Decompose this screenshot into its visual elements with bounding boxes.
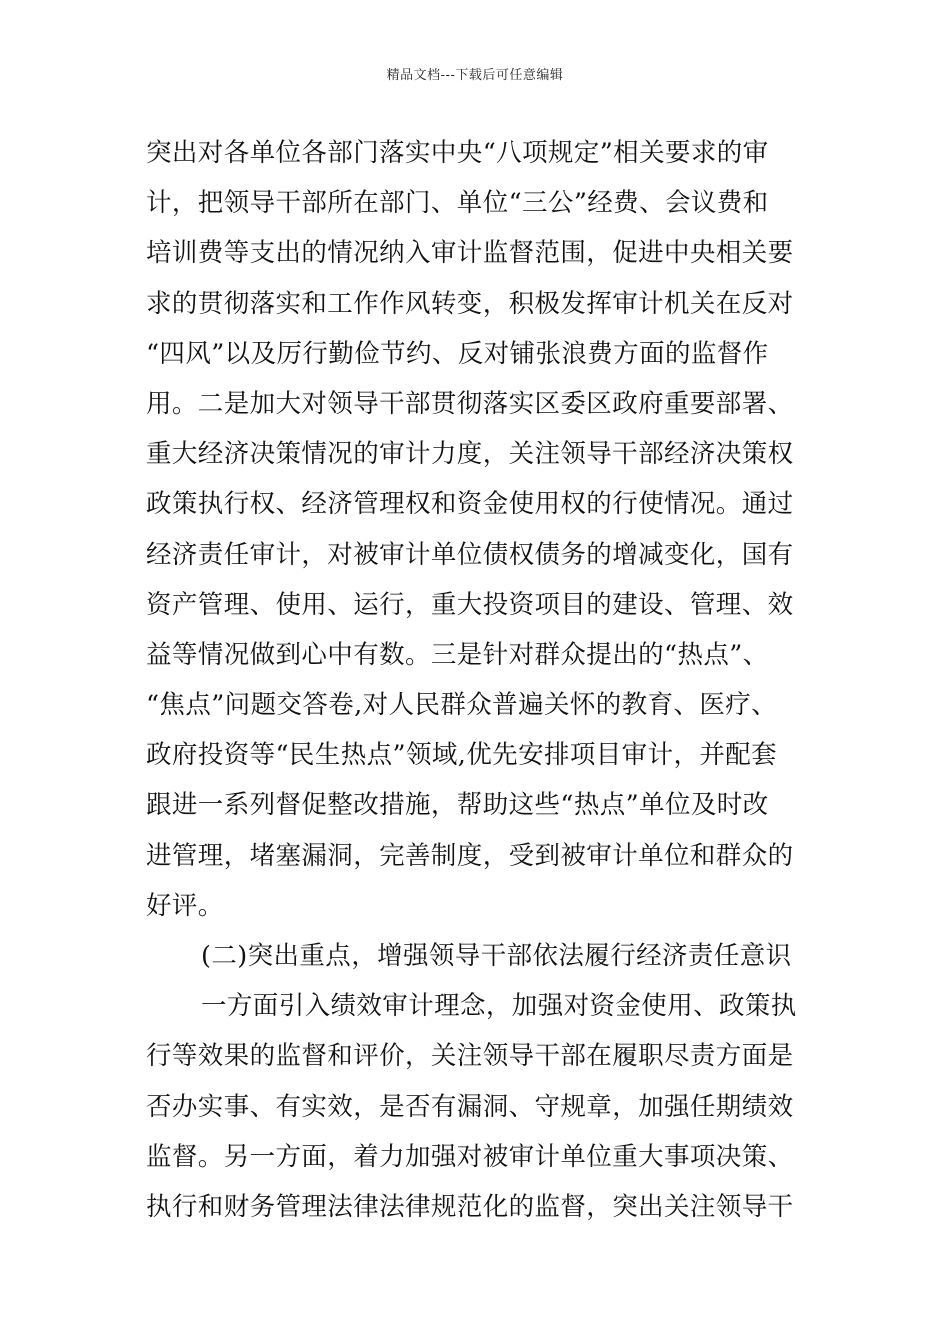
text-line: 政策执行权、经济管理权和资金使用权的行使情况。通过 — [146, 489, 794, 520]
text-line: 政府投资等“民生热点”领域,优先安排项目审计，并配套 — [146, 740, 778, 771]
section-heading: (二)突出重点，增强领导干部依法履行经济责任意识 — [201, 941, 792, 971]
text-line: 进管理，堵塞漏洞，完善制度，受到被审计单位和群众的 — [146, 840, 794, 871]
text-line: 益等情况做到心中有数。三是针对群众提出的“热点”、 — [146, 639, 769, 670]
paragraph-start: 一方面引入绩效审计理念，加强对资金使用、政策执 — [201, 991, 797, 1022]
text-line: 资产管理、使用、运行，重大投资项目的建设、管理、效 — [146, 589, 794, 620]
text-line: 培训费等支出的情况纳入审计监督范围，促进中央相关要 — [146, 238, 794, 269]
text-line: 否办实事、有实效，是否有漏洞、守规章，加强任期绩效 — [146, 1091, 794, 1122]
text-line: 监督。另一方面，着力加强对被审计单位重大事项决策、 — [146, 1141, 794, 1172]
document-body — [146, 128, 812, 1232]
text-line: 行等效果的监督和评价，关注领导干部在履职尽责方面是 — [146, 1041, 794, 1072]
text-line: 求的贯彻落实和工作作风转变，积极发挥审计机关在反对 — [146, 288, 794, 319]
text-line: 跟进一系列督促整改措施，帮助这些“热点”单位及时改 — [146, 790, 769, 821]
text-line: 计，把领导干部所在部门、单位“三公”经费、会议费和 — [146, 188, 769, 219]
text-line: “四风”以及厉行勤俭节约、反对铺张浪费方面的监督作 — [146, 338, 769, 369]
page-header: 精品文档---下载后可任意编辑 — [386, 68, 564, 83]
text-line: 突出对各单位各部门落实中央“八项规定”相关要求的审 — [146, 138, 769, 168]
text-line: 重大经济决策情况的审计力度，关注领导干部经济决策权 — [146, 439, 794, 470]
text-line: 经济责任审计，对被审计单位债权债务的增减变化，国有 — [146, 539, 794, 570]
text-line: “焦点”问题交答卷,对人民群众普遍关怀的教育、医疗、 — [146, 690, 778, 721]
text-line: 执行和财务管理法律法律规范化的监督，突出关注领导干 — [146, 1191, 794, 1222]
text-line: 好评。 — [146, 890, 224, 921]
text-line: 用。二是加大对领导干部贯彻落实区委区政府重要部署、 — [146, 388, 794, 419]
